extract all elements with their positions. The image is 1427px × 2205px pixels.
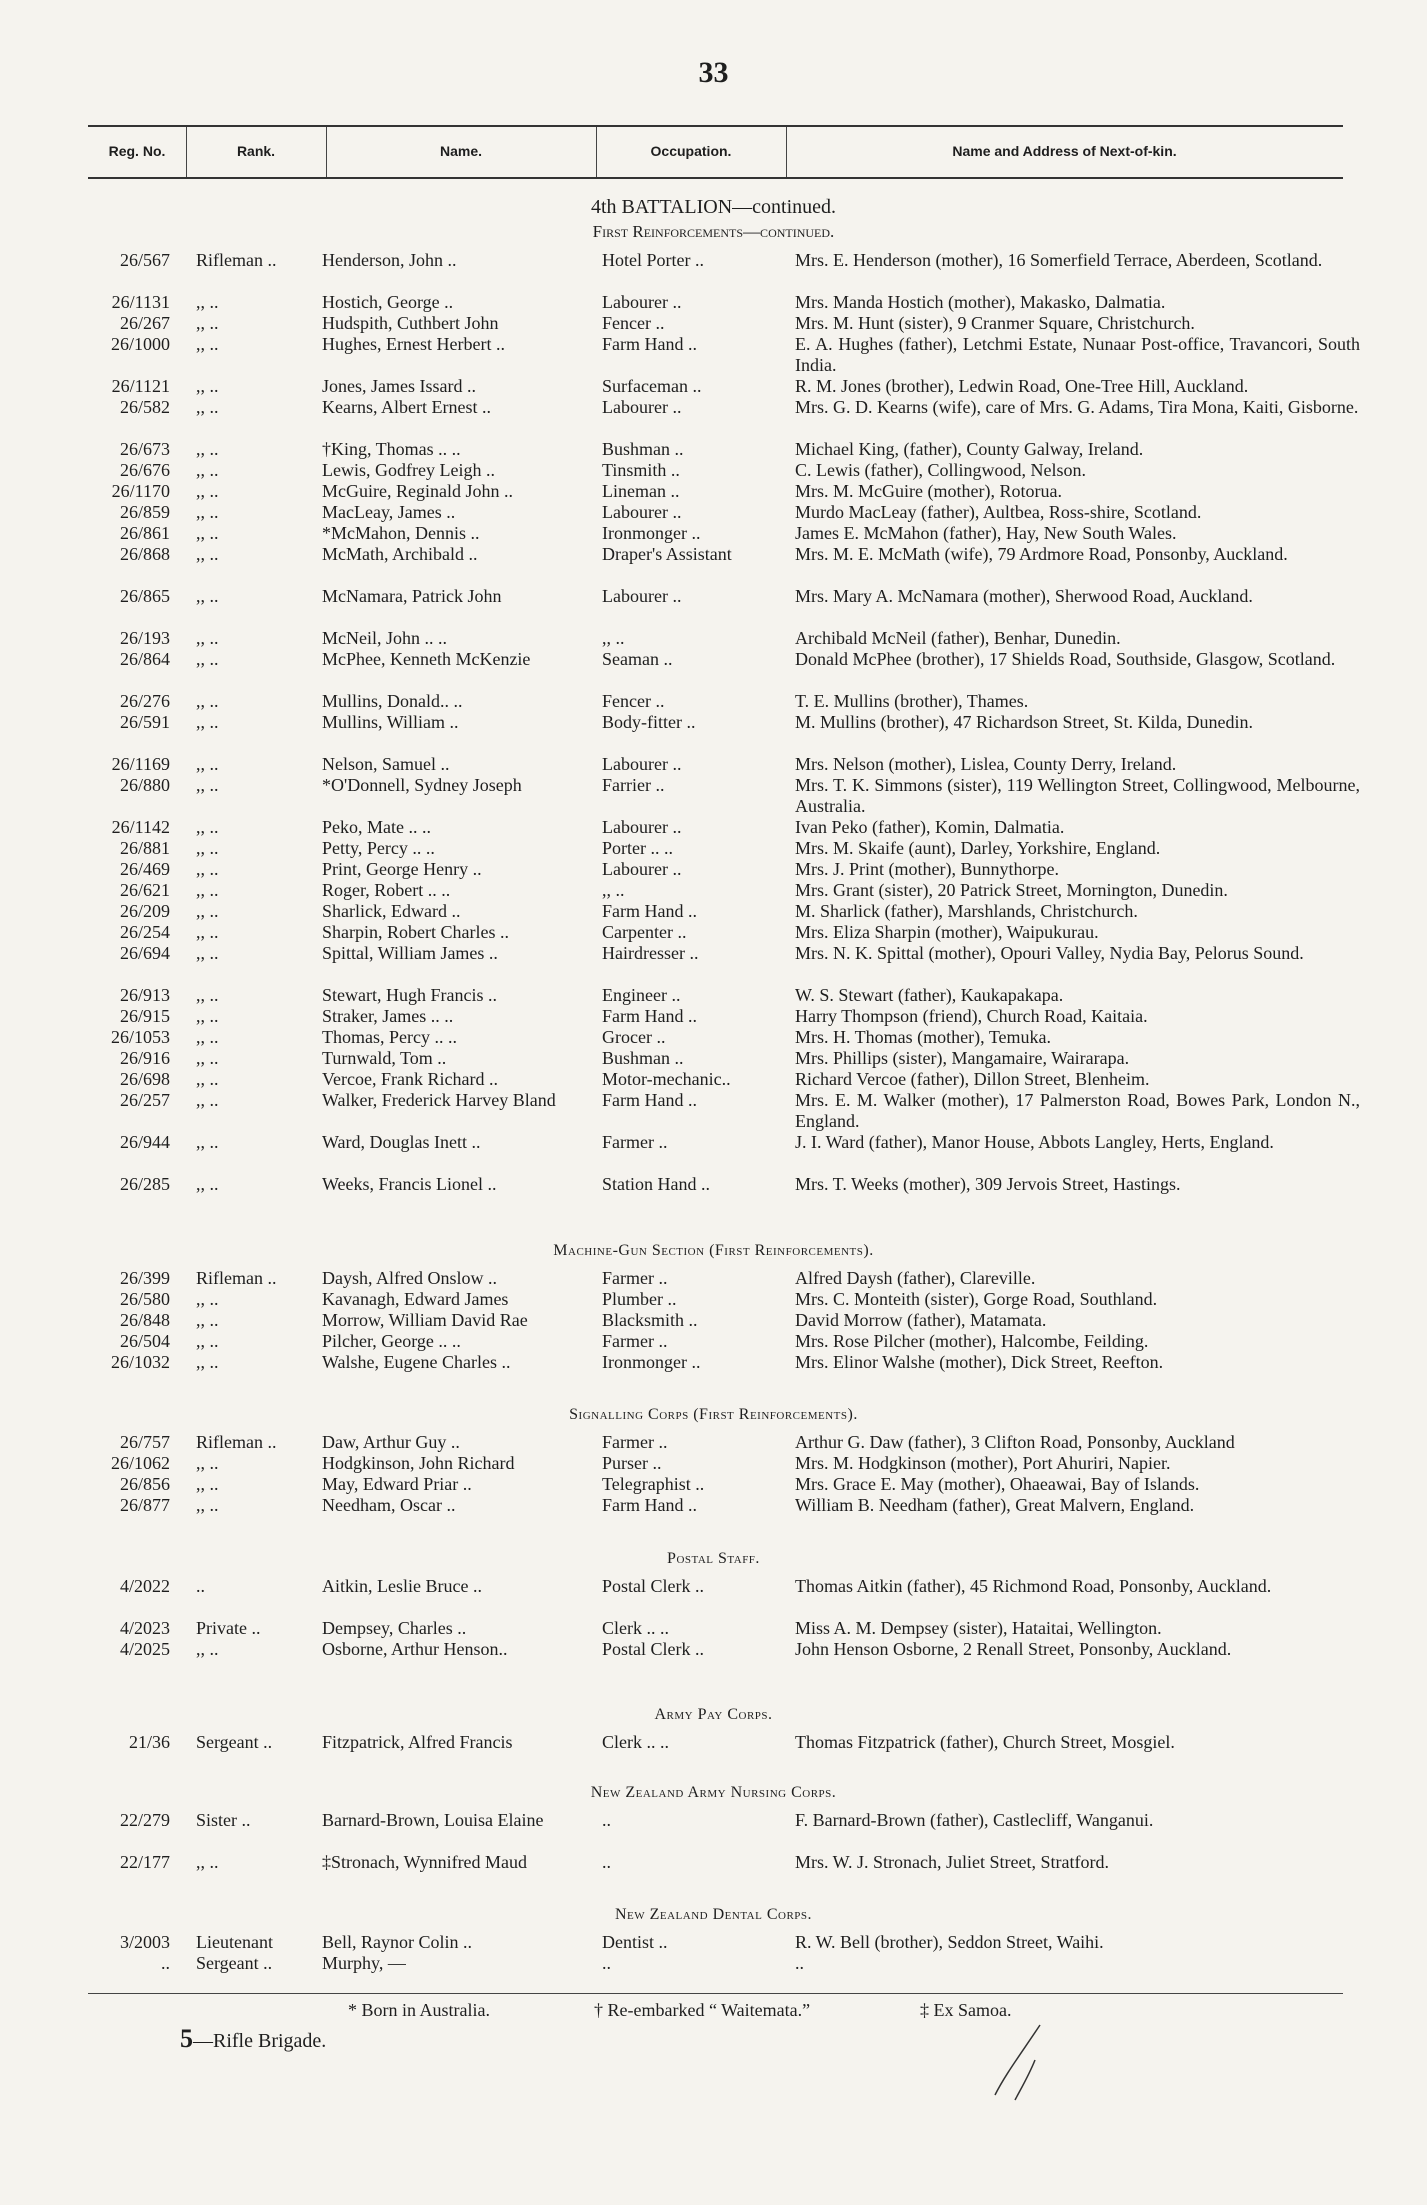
handwritten-mark — [985, 2015, 1065, 2105]
occupation: ,, .. — [602, 628, 625, 648]
soldier-name: McNeil, John .. .. — [322, 628, 447, 648]
occupation: Motor-mechanic.. — [602, 1069, 731, 1089]
occupation: Body-fitter .. — [602, 712, 696, 732]
reg-number: 26/1000 — [110, 334, 170, 354]
reg-number: 26/864 — [119, 649, 170, 669]
reg-number: 4/2022 — [119, 1576, 170, 1596]
col-address: Name and Address of Next-of-kin. — [952, 143, 1177, 159]
reg-number: 26/880 — [119, 775, 170, 795]
occupation: Farm Hand .. — [602, 1006, 697, 1026]
next-of-kin: Mrs. E. M. Walker (mother), 17 Palmerston Road, Bowes Park, London N., England. — [795, 1090, 1360, 1131]
occupation: Farm Hand .. — [602, 1090, 697, 1110]
soldier-name: Straker, James .. .. — [322, 1006, 454, 1026]
rank: ,, .. — [196, 544, 219, 564]
soldier-name: Walshe, Eugene Charles .. — [322, 1352, 511, 1372]
next-of-kin: Mrs. M. E. McMath (wife), 79 Ardmore Road, Ponsonby, Auckland. — [795, 544, 1288, 564]
soldier-name: Peko, Mate .. .. — [322, 817, 431, 837]
next-of-kin: Mrs. M. Skaife (aunt), Darley, Yorkshire, England. — [795, 838, 1161, 858]
next-of-kin: Mrs. N. K. Spittal (mother), Opouri Valley, Nydia Bay, Pelorus Sound. — [795, 943, 1304, 963]
col-reg: Reg. No. — [108, 143, 166, 159]
occupation: Labourer .. — [602, 502, 682, 522]
rank: ,, .. — [196, 1639, 219, 1659]
occupation: Farmer .. — [602, 1268, 668, 1288]
reg-number: 3/2003 — [119, 1932, 170, 1952]
rank: ,, .. — [196, 880, 219, 900]
rank: ,, .. — [196, 502, 219, 522]
next-of-kin: F. Barnard-Brown (father), Castlecliff, Wanganui. — [795, 1810, 1154, 1830]
next-of-kin: Mrs. H. Thomas (mother), Temuka. — [795, 1027, 1052, 1047]
reg-number: 26/285 — [119, 1174, 170, 1194]
rank: ,, .. — [196, 586, 219, 606]
occupation: Bushman .. — [602, 439, 684, 459]
pay-corps-heading: Army Pay Corps. — [654, 1706, 773, 1723]
rank: ,, .. — [196, 859, 219, 879]
occupation: Blacksmith .. — [602, 1310, 698, 1330]
occupation: Plumber .. — [602, 1289, 677, 1309]
rank: ,, .. — [196, 838, 219, 858]
rank: ,, .. — [196, 376, 219, 396]
next-of-kin: Mrs. Eliza Sharpin (mother), Waipukurau. — [795, 922, 1099, 942]
soldier-name: Daw, Arthur Guy .. — [322, 1432, 460, 1452]
next-of-kin: R. W. Bell (brother), Seddon Street, Waihi. — [795, 1932, 1104, 1952]
soldier-name: Murphy, — — [322, 1953, 406, 1973]
soldier-name: ‡Stronach, Wynnifred Maud — [322, 1852, 528, 1872]
soldier-name: McGuire, Reginald John .. — [322, 481, 513, 501]
reg-number: 22/279 — [119, 1810, 170, 1830]
battalion-heading: 4th BATTALION—continued. — [590, 196, 837, 218]
next-of-kin: Mrs. Manda Hostich (mother), Makasko, Dalmatia. — [795, 292, 1166, 312]
rank: Private .. — [196, 1618, 261, 1638]
next-of-kin: Murdo MacLeay (father), Aultbea, Ross-shire, Scotland. — [795, 502, 1202, 522]
next-of-kin: Alfred Daysh (father), Clareville. — [795, 1268, 1036, 1288]
occupation: Postal Clerk .. — [602, 1576, 704, 1596]
soldier-name: Aitkin, Leslie Bruce .. — [322, 1576, 482, 1596]
next-of-kin: R. M. Jones (brother), Ledwin Road, One-Tree Hill, Auckland. — [795, 376, 1249, 396]
soldier-name: Fitzpatrick, Alfred Francis — [322, 1732, 513, 1752]
soldier-name: Kearns, Albert Ernest .. — [322, 397, 491, 417]
soldier-name: Print, George Henry .. — [322, 859, 482, 879]
next-of-kin: Mrs. Phillips (sister), Mangamaire, Wairarapa. — [795, 1048, 1130, 1068]
next-of-kin: Michael King, (father), County Galway, Ireland. — [795, 439, 1144, 459]
next-of-kin: Mrs. M. Hodgkinson (mother), Port Ahuriri, Napier. — [795, 1453, 1171, 1473]
next-of-kin: Ivan Peko (father), Komin, Dalmatia. — [795, 817, 1065, 837]
occupation: ,, .. — [602, 880, 625, 900]
rank: Rifleman .. — [196, 1268, 277, 1288]
reg-number: 26/504 — [119, 1331, 170, 1351]
rank: ,, .. — [196, 523, 219, 543]
next-of-kin: John Henson Osborne, 2 Renall Street, Ponsonby, Auckland. — [795, 1639, 1232, 1659]
reg-number: 26/567 — [119, 250, 170, 270]
reg-number: 26/913 — [119, 985, 170, 1005]
next-of-kin: Mrs. Mary A. McNamara (mother), Sherwood Road, Auckland. — [795, 586, 1253, 606]
occupation: Hotel Porter .. — [602, 250, 704, 270]
col-occupation: Occupation. — [650, 143, 732, 159]
soldier-name: McMath, Archibald .. — [322, 544, 478, 564]
reinforcements-heading: First Reinforcements—continued. — [592, 222, 835, 241]
occupation: Seaman .. — [602, 649, 673, 669]
occupation: Surfaceman .. — [602, 376, 702, 396]
soldier-name: McPhee, Kenneth McKenzie — [322, 649, 531, 669]
rank: ,, .. — [196, 691, 219, 711]
nursing-heading: New Zealand Army Nursing Corps. — [590, 1784, 837, 1801]
soldier-name: McNamara, Patrick John — [322, 586, 502, 606]
next-of-kin: E. A. Hughes (father), Letchmi Estate, Nunaar Post-office, Travancori, South India. — [795, 334, 1360, 375]
rank: ,, .. — [196, 1027, 219, 1047]
rank: ,, .. — [196, 1474, 219, 1494]
brigade-label: —Rifle Brigade. — [193, 2030, 327, 2052]
soldier-name: Dempsey, Charles .. — [322, 1618, 467, 1638]
next-of-kin: Mrs. W. J. Stronach, Juliet Street, Stratford. — [795, 1852, 1109, 1872]
rank: ,, .. — [196, 460, 219, 480]
soldier-name: Hodgkinson, John Richard — [322, 1453, 515, 1473]
next-of-kin: Mrs. Grace E. May (mother), Ohaeawai, Bay of Islands. — [795, 1474, 1200, 1494]
reg-number: 26/209 — [119, 901, 170, 921]
next-of-kin: William B. Needham (father), Great Malvern, England. — [795, 1495, 1195, 1515]
rank: ,, .. — [196, 397, 219, 417]
soldier-name: Nelson, Samuel .. — [322, 754, 450, 774]
soldier-name: Kavanagh, Edward James — [322, 1289, 509, 1309]
reg-number: 26/673 — [119, 439, 170, 459]
soldier-name: Henderson, John .. — [322, 250, 457, 270]
col-rank: Rank. — [236, 143, 276, 159]
occupation: Farm Hand .. — [602, 901, 697, 921]
rank: ,, .. — [196, 1852, 219, 1872]
reg-number: 26/193 — [119, 628, 170, 648]
occupation: Porter .. .. — [602, 838, 673, 858]
rank: Sergeant .. — [196, 1953, 273, 1973]
reg-number: 26/1053 — [110, 1027, 170, 1047]
next-of-kin: Mrs. J. Print (mother), Bunnythorpe. — [795, 859, 1059, 879]
footnote-samoa: ‡ Ex Samoa. — [920, 2000, 1012, 2020]
next-of-kin: Thomas Aitkin (father), 45 Richmond Road, Ponsonby, Auckland. — [795, 1576, 1272, 1596]
rank: .. — [196, 1576, 205, 1596]
soldier-name: Pilcher, George .. .. — [322, 1331, 461, 1351]
soldier-name: May, Edward Priar .. — [322, 1474, 472, 1494]
occupation: Hairdresser .. — [602, 943, 699, 963]
rank: ,, .. — [196, 1289, 219, 1309]
occupation: Farmer .. — [602, 1132, 668, 1152]
rank: ,, .. — [196, 439, 219, 459]
reg-number: 26/254 — [119, 922, 170, 942]
soldier-name: Spittal, William James .. — [322, 943, 498, 963]
rank: ,, .. — [196, 712, 219, 732]
soldier-name: Sharlick, Edward .. — [322, 901, 461, 921]
next-of-kin: Harry Thompson (friend), Church Road, Kaitaia. — [795, 1006, 1148, 1026]
next-of-kin: Mrs. Grant (sister), 20 Patrick Street, Mornington, Dunedin. — [795, 880, 1228, 900]
rank: ,, .. — [196, 985, 219, 1005]
rank: ,, .. — [196, 1048, 219, 1068]
page-number: 33 — [698, 56, 729, 89]
soldier-name: Daysh, Alfred Onslow .. — [322, 1268, 497, 1288]
rank: Rifleman .. — [196, 250, 277, 270]
reg-number: 26/267 — [119, 313, 170, 333]
occupation: Farmer .. — [602, 1432, 668, 1452]
reg-number: 26/694 — [119, 943, 170, 963]
reg-number: 26/276 — [119, 691, 170, 711]
occupation: Draper's Assistant — [602, 544, 732, 564]
next-of-kin: Mrs. E. Henderson (mother), 16 Somerfield Terrace, Aberdeen, Scotland. — [795, 250, 1323, 270]
soldier-name: Sharpin, Robert Charles .. — [322, 922, 509, 942]
reg-number: 26/877 — [119, 1495, 170, 1515]
rank: ,, .. — [196, 1495, 219, 1515]
occupation: Station Hand .. — [602, 1174, 710, 1194]
soldier-name: Roger, Robert .. .. — [322, 880, 451, 900]
next-of-kin: W. S. Stewart (father), Kaukapakapa. — [795, 985, 1064, 1005]
occupation: Labourer .. — [602, 859, 682, 879]
reg-number: 26/580 — [119, 1289, 170, 1309]
reg-number: 4/2025 — [119, 1639, 170, 1659]
rank: ,, .. — [196, 1331, 219, 1351]
soldier-name: Vercoe, Frank Richard .. — [322, 1069, 498, 1089]
reg-number: 22/177 — [119, 1852, 170, 1872]
next-of-kin: M. Sharlick (father), Marshlands, Christchurch. — [795, 901, 1138, 921]
reg-number: 26/257 — [119, 1090, 170, 1110]
machine-gun-heading: Machine-Gun Section (First Reinforcements). — [553, 1242, 874, 1259]
next-of-kin: Donald McPhee (brother), 17 Shields Road, Southside, Glasgow, Scotland. — [795, 649, 1336, 669]
rank: Sergeant .. — [196, 1732, 273, 1752]
soldier-name: Lewis, Godfrey Leigh .. — [322, 460, 495, 480]
soldier-name: Needham, Oscar .. — [322, 1495, 456, 1515]
reg-number: 26/916 — [119, 1048, 170, 1068]
reg-number: 26/1170 — [111, 481, 170, 501]
next-of-kin: Mrs. G. D. Kearns (wife), care of Mrs. G. Adams, Tira Mona, Kaiti, Gisborne. — [795, 397, 1359, 417]
occupation: Lineman .. — [602, 481, 680, 501]
next-of-kin: C. Lewis (father), Collingwood, Nelson. — [795, 460, 1086, 480]
postal-heading: Postal Staff. — [667, 1550, 760, 1567]
next-of-kin: J. I. Ward (father), Manor House, Abbots Langley, Herts, England. — [795, 1132, 1274, 1152]
rank: ,, .. — [196, 1310, 219, 1330]
reg-number: 26/757 — [119, 1432, 170, 1452]
next-of-kin: T. E. Mullins (brother), Thames. — [795, 691, 1029, 711]
occupation: Labourer .. — [602, 397, 682, 417]
soldier-name: Jones, James Issard .. — [322, 376, 476, 396]
rank: ,, .. — [196, 1453, 219, 1473]
reg-number: 26/861 — [119, 523, 170, 543]
next-of-kin: Mrs. M. McGuire (mother), Rotorua. — [795, 481, 1062, 501]
soldier-name: Weeks, Francis Lionel .. — [322, 1174, 497, 1194]
next-of-kin: Richard Vercoe (father), Dillon Street, Blenheim. — [795, 1069, 1150, 1089]
soldier-name: Morrow, William David Rae — [322, 1310, 528, 1330]
soldier-name: Walker, Frederick Harvey Bland — [322, 1090, 556, 1110]
col-name: Name. — [439, 143, 483, 159]
occupation: Ironmonger .. — [602, 1352, 701, 1372]
next-of-kin: Mrs. Nelson (mother), Lislea, County Derry, Ireland. — [795, 754, 1177, 774]
rank: ,, .. — [196, 817, 219, 837]
soldier-name: Mullins, William .. — [322, 712, 459, 732]
footnote-born: * Born in Australia. — [348, 2000, 490, 2020]
rank: ,, .. — [196, 1069, 219, 1089]
occupation: Ironmonger .. — [602, 523, 701, 543]
rank: ,, .. — [196, 1174, 219, 1194]
soldier-name: Hostich, George .. — [322, 292, 454, 312]
soldier-name: MacLeay, James .. — [322, 502, 456, 522]
signalling-heading: Signalling Corps (First Reinforcements). — [569, 1406, 858, 1423]
rank: ,, .. — [196, 481, 219, 501]
next-of-kin: Mrs. C. Monteith (sister), Gorge Road, Southland. — [795, 1289, 1158, 1309]
occupation: .. — [602, 1953, 611, 1973]
rank: ,, .. — [196, 901, 219, 921]
rank: ,, .. — [196, 1132, 219, 1152]
reg-number: 21/36 — [128, 1732, 170, 1752]
rank: Rifleman .. — [196, 1432, 277, 1452]
reg-number: 26/1121 — [111, 376, 170, 396]
rank: ,, .. — [196, 649, 219, 669]
next-of-kin: Mrs. T. K. Simmons (sister), 119 Wellington Street, Collingwood, Melbourne, Australia. — [795, 775, 1360, 816]
reg-number: 26/856 — [119, 1474, 170, 1494]
footnote-reembarked: † Re-embarked “ Waitemata.” — [594, 2000, 811, 2020]
reg-number: 26/676 — [119, 460, 170, 480]
occupation: Telegraphist .. — [602, 1474, 705, 1494]
reg-number: 26/591 — [119, 712, 170, 732]
next-of-kin: Archibald McNeil (father), Benhar, Dunedin. — [795, 628, 1121, 648]
brigade-number: 5 — [180, 2024, 193, 2053]
next-of-kin: David Morrow (father), Matamata. — [795, 1310, 1047, 1330]
next-of-kin: .. — [795, 1953, 804, 1973]
rank: Sister .. — [196, 1810, 251, 1830]
rank: ,, .. — [196, 775, 219, 795]
rank: ,, .. — [196, 754, 219, 774]
occupation: Fencer .. — [602, 313, 665, 333]
column-header — [88, 125, 1343, 179]
occupation: .. — [602, 1810, 611, 1830]
soldier-name: Stewart, Hugh Francis .. — [322, 985, 497, 1005]
occupation: Farmer .. — [602, 1331, 668, 1351]
occupation: Purser .. — [602, 1453, 662, 1473]
soldier-name: Mullins, Donald.. .. — [322, 691, 463, 711]
occupation: Grocer .. — [602, 1027, 666, 1047]
rank: ,, .. — [196, 1090, 219, 1110]
next-of-kin: Mrs. T. Weeks (mother), 309 Jervois Street, Hastings. — [795, 1174, 1181, 1194]
reg-number: 26/865 — [119, 586, 170, 606]
rank: ,, .. — [196, 292, 219, 312]
reg-number: 26/1131 — [111, 292, 170, 312]
occupation: Labourer .. — [602, 586, 682, 606]
rank: ,, .. — [196, 943, 219, 963]
reg-number: 26/859 — [119, 502, 170, 522]
reg-number: 26/1062 — [110, 1453, 170, 1473]
next-of-kin: Miss A. M. Dempsey (sister), Hataitai, Wellington. — [795, 1618, 1162, 1638]
occupation: Clerk .. .. — [602, 1732, 669, 1752]
soldier-name: Hudspith, Cuthbert John — [322, 313, 499, 333]
rank: ,, .. — [196, 1352, 219, 1372]
occupation: Bushman .. — [602, 1048, 684, 1068]
occupation: Farrier .. — [602, 775, 665, 795]
occupation: Clerk .. .. — [602, 1618, 669, 1638]
rank: ,, .. — [196, 334, 219, 354]
reg-number: 26/848 — [119, 1310, 170, 1330]
soldier-name: Thomas, Percy .. .. — [322, 1027, 457, 1047]
soldier-name: Osborne, Arthur Henson.. — [322, 1639, 508, 1659]
bottom-rule — [88, 1993, 1343, 1994]
rank: ,, .. — [196, 628, 219, 648]
soldier-name: Petty, Percy .. .. — [322, 838, 435, 858]
soldier-name: *McMahon, Dennis .. — [322, 523, 480, 543]
brigade-signature — [180, 2024, 326, 2054]
reg-number: 26/1142 — [111, 817, 170, 837]
occupation: Dentist .. — [602, 1932, 668, 1952]
reg-number: 26/399 — [119, 1268, 170, 1288]
soldier-name: *O'Donnell, Sydney Joseph — [322, 775, 522, 795]
occupation: Farm Hand .. — [602, 1495, 697, 1515]
soldier-name: Barnard-Brown, Louisa Elaine — [322, 1810, 544, 1830]
next-of-kin: James E. McMahon (father), Hay, New South Wales. — [795, 523, 1177, 543]
soldier-name: Ward, Douglas Inett .. — [322, 1132, 481, 1152]
dental-heading: New Zealand Dental Corps. — [614, 1906, 813, 1923]
reg-number: 26/621 — [119, 880, 170, 900]
occupation: Fencer .. — [602, 691, 665, 711]
rank: ,, .. — [196, 922, 219, 942]
occupation: Carpenter .. — [602, 922, 687, 942]
soldier-name: Turnwald, Tom .. — [322, 1048, 447, 1068]
next-of-kin: Mrs. M. Hunt (sister), 9 Cranmer Square, Christchurch. — [795, 313, 1195, 333]
next-of-kin: Arthur G. Daw (father), 3 Clifton Road, Ponsonby, Auckland — [795, 1432, 1235, 1452]
next-of-kin: Thomas Fitzpatrick (father), Church Street, Mosgiel. — [795, 1732, 1175, 1752]
occupation: Tinsmith .. — [602, 460, 680, 480]
reg-number: 26/944 — [119, 1132, 170, 1152]
occupation: Labourer .. — [602, 754, 682, 774]
occupation: Labourer .. — [602, 292, 682, 312]
occupation: Farm Hand .. — [602, 334, 697, 354]
reg-number: 26/868 — [119, 544, 170, 564]
reg-number: 26/881 — [119, 838, 170, 858]
occupation: Labourer .. — [602, 817, 682, 837]
rank: ,, .. — [196, 313, 219, 333]
reg-number: .. — [161, 1953, 170, 1973]
next-of-kin: Mrs. Rose Pilcher (mother), Halcombe, Feilding. — [795, 1331, 1149, 1351]
reg-number: 26/915 — [119, 1006, 170, 1026]
next-of-kin: M. Mullins (brother), 47 Richardson Street, St. Kilda, Dunedin. — [795, 712, 1253, 732]
reg-number: 26/1032 — [110, 1352, 170, 1372]
next-of-kin: Mrs. Elinor Walshe (mother), Dick Street, Reefton. — [795, 1352, 1164, 1372]
rank: ,, .. — [196, 1006, 219, 1026]
occupation: .. — [602, 1852, 611, 1872]
reg-number: 26/698 — [119, 1069, 170, 1089]
rank: Lieutenant — [196, 1932, 273, 1952]
reg-number: 26/469 — [119, 859, 170, 879]
reg-number: 26/582 — [119, 397, 170, 417]
occupation: Engineer .. — [602, 985, 681, 1005]
soldier-name: †King, Thomas .. .. — [322, 439, 461, 459]
soldier-name: Bell, Raynor Colin .. — [322, 1932, 472, 1952]
reg-number: 4/2023 — [119, 1618, 170, 1638]
occupation: Postal Clerk .. — [602, 1639, 704, 1659]
soldier-name: Hughes, Ernest Herbert .. — [322, 334, 505, 354]
reg-number: 26/1169 — [111, 754, 170, 774]
